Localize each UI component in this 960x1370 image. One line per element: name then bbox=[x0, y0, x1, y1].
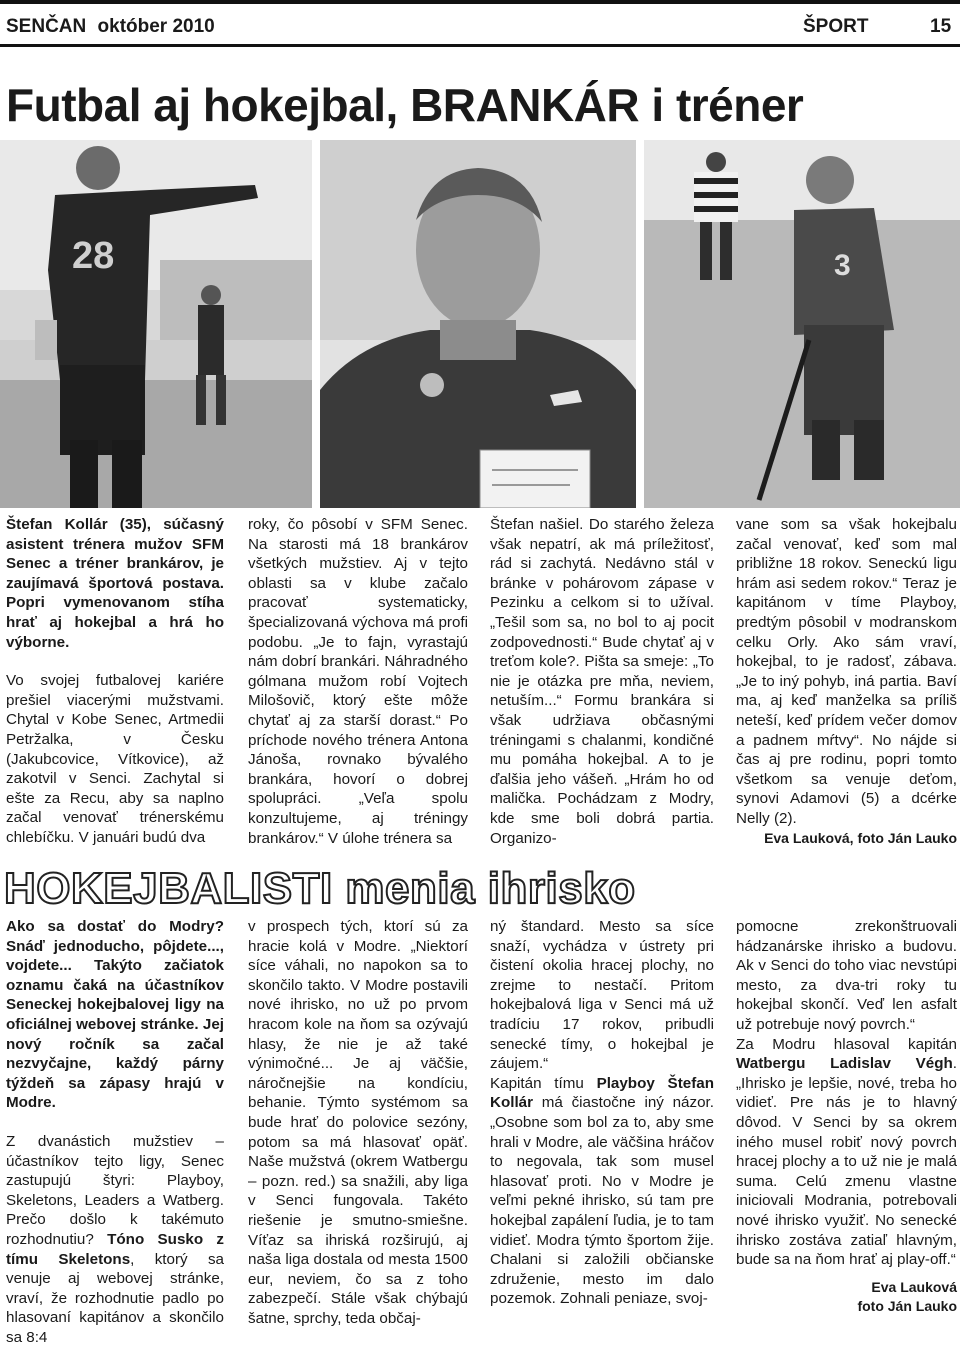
issue-date: október 2010 bbox=[97, 16, 215, 37]
photo-hockeyball-player bbox=[644, 140, 960, 508]
photo-goalkeeper bbox=[0, 140, 312, 508]
header-bottom-rule bbox=[0, 44, 960, 47]
article2-text: Kapitán tímu bbox=[490, 1074, 597, 1092]
article1-column-3 bbox=[490, 515, 714, 848]
article-headline: Futbal aj hokejbal, BRANKÁR i tréner bbox=[6, 79, 804, 131]
article1-paragraph: Štefan našiel. Do starého železa však nepatrí, ak má príležitosť, rád si zachytá. Nedávno stál v bránke v pohárovom zápase v Pezinku a celkom si to užíval. „Tešil som sa, no bol to aj pocit zodpovednosti.“ Bude chytať aj v treťom kole?. Pišta sa smeje: „To nie je otázka pre mňa, neviem, netuším...“ Formu brankára si však udržiava občasnými tréningami s chalanmi, kondičné mu pomáha hokejbal. A to je ďalšia jeho vášeň. „Hrám ho od malička. Pochádzam z Modry, kde sme boli dobrá partia. Organizo- bbox=[490, 516, 714, 847]
article2-bold-name: Playboy Štefan Kollár bbox=[490, 1074, 714, 1112]
article1-column-2 bbox=[248, 515, 468, 848]
article2-bold-name: Watbergu Ladislav Végh bbox=[736, 1055, 953, 1073]
article2-column-3 bbox=[490, 917, 714, 1309]
article1-paragraph: roky, čo pôsobí v SFM Senec. Na starosti má 18 brankárov všetkých mužstiev. Aj v tejto oblasti sa v klube začalo pracovať systematicky, špecializovaná výchova má profi podobu. „Je to fajn, vyrastajú nám dobrí brankári. Náhradného gólmana mužom robí Vojtech Milošovič, ktorý ešte môže chytať aj za starší dorast.“ Po príchode nového trénera Antona Jánoša, rovnako bývalého brankára, hovorí o dobrej spolupráci. „Veľa spolu konzultujeme, aj tréningy brankárov.“ V úlohe trénera sa bbox=[248, 516, 468, 847]
article1-paragraph: vane som sa však hokejbalu začal venovať, keď som mal približne 18 rokov. Seneckú ligu hrám asi sedem rokov.“ Teraz je kapitánom v tíme Playboy, predtým pôsobil v modranskom celku Orly. Ako sám vraví, hokejbal, to je radosť, zábava. „Je to iný pohyb, iná partia. Baví ma, aj keď manželka sa príliš neteší, keď prídem večer domov a padnem mŕtvy“. No nájde si čas aj pre rodinu, popri tomto všetkom sa venuje deťom, synovi Adamovi (5) a dcérke Nelly (2). bbox=[736, 516, 957, 827]
svg-text:28: 28 bbox=[72, 235, 115, 277]
article2-paragraph: v prospech tých, ktorí sú za hracie kolá v Modre. „Niektorí síce váhali, no napokon sa to skončilo takto. V Modre postavili nové ihrisko, no už po prvom hracom kole na ňom sa ozývajú hlasy, že nie je až také výnimočné... Je aj väčšie, náročnejšie na kondíciu, behanie. Týmto systémom sa bude hrať do polovice sezóny, potom sa má hlasovať opäť. Naše mužstvá (okrem Watbergu – pozn. red.) sa snažili, aby liga v Senci fungovala. Takéto riešenie je smutno-smiešne. Víťaz sa ihriská rozširujú, aj naša liga dostala od mesta 1500 eur, neviem, čo sa z toho zabezpečí. Stále však chýbajú šatne, sprchy, teda občaj- bbox=[248, 918, 468, 1327]
article1-paragraph: Vo svojej futbalovej kariére prešiel viacerými mužstvami. Chytal v Kobe Senec, Artmedii Petržalka, v Česku (Jakubcovice, Vítkovice), až zakotvil v Senci. Zachytal si ešte za Recu, aby sa naplno začal venovať trénerskému chlebíčku. V januári budú dva bbox=[6, 672, 224, 846]
svg-text:3: 3 bbox=[834, 249, 851, 282]
article2-column-2 bbox=[248, 917, 468, 1328]
page-header bbox=[0, 0, 960, 54]
section-name: ŠPORT bbox=[803, 16, 869, 37]
article2-byline-photo: foto Ján Lauko bbox=[857, 1298, 957, 1315]
article2-paragraph: pomocne zrekonštruovali hádzanárske ihrisko a budovu. Ak v Senci do toho viac nevstúpi mesto, za dva-tri roky tu hokejbal skončí. Veď len asfalt už potrebuje nový povrch.“ bbox=[736, 918, 957, 1033]
header-top-rule bbox=[0, 0, 960, 4]
article2-column-4 bbox=[736, 917, 957, 1317]
article2-headline: HOKEJBALISTI menia ihrisko bbox=[4, 864, 636, 913]
article2-text: Z dvanástich mužstiev – účastníkov tejto ligy, Senec zastupujú štyri: Playboy, Skeletons, Leaders a Watberg. Prečo došlo k takémuto rozhodnutiu? bbox=[6, 1132, 224, 1248]
article1-column-4 bbox=[736, 515, 957, 848]
article2-paragraph bbox=[490, 1074, 714, 1309]
article2-column-1 bbox=[6, 917, 224, 1347]
page-number: 15 bbox=[930, 16, 952, 37]
article2-bold-name: Tóno Susko z tímu Skeletons bbox=[6, 1230, 224, 1268]
photo-portrait bbox=[320, 140, 636, 508]
article2-paragraph bbox=[736, 1035, 957, 1270]
article2-text: Za Modru hlasoval kapitán bbox=[736, 1035, 957, 1053]
article1-byline: Eva Lauková, foto Ján Lauko bbox=[764, 829, 957, 846]
article2-paragraph bbox=[6, 1132, 224, 1348]
article2-text: má čiastočne iný názor. „Osobne som bol za to, aby sme hrali v Modre, ale väčšina hráčov to negovala, tak som musel hlasovať proti. No v Modre je veľmi pekné ihrisko, sú tam pre hokejbal zapálení ľudia, je to tam vidieť. Modra týmto športom žije. Chalani si založili občianske združenie, mesto im dalo pozemok. Zohnali peniaze, svoj- bbox=[490, 1094, 714, 1308]
article2-text: , ktorý sa venuje aj webovej stránke, vraví, že rozhodnutie padlo po hlasovaní kapitánov a skončilo sa 8:4 bbox=[6, 1250, 224, 1346]
article2-byline-author: Eva Lauková bbox=[871, 1278, 957, 1295]
article2-text: . „Ihrisko je lepšie, nové, treba ho vidieť. Pre nás je to hlavný dôvod. V Senci by sa okrem iného musel robiť nový povrch hracej plochy a to už nie je malá suma. Celú zmenu vlastne iniciovali Modrania, potrebovali nové ihrisko využiť. No senecké ihrisko zostáva zatiaľ hlavným, bude sa na ňom hrať aj play-off.“ bbox=[736, 1055, 957, 1269]
publication-name: SENČAN bbox=[6, 16, 87, 37]
article1-column-1 bbox=[6, 515, 224, 848]
article1-lead: Štefan Kollár (35), súčasný asistent trénera mužov SFM Senec a tréner brankárov, je zaujímavá športová postava. Popri vymenovanom stíha hrať aj hokejbal a hrá ho výborne. bbox=[6, 516, 224, 651]
article2-paragraph: ný štandard. Mesto sa síce snaží, vychádza v ústrety pri čistení okolia hracej plochy, no zrejme to nestačí. Pritom hokejbalová liga v Senci má už tradíciu 17 rokov, pribudli senecké tímy, o hokejbal je záujem.“ bbox=[490, 918, 714, 1073]
publication-masthead bbox=[6, 16, 215, 38]
article2-lead: Ako sa dostať do Modry? Snáď jednoducho, pôjdete..., vojdete... Takýto začiatok oznamu čaká na účastníkov Seneckej hokejbalovej ligy na oficiálnej webovej stránke. Jej nový ročník sa začal nezvyčajne, každý párny týždeň sa zápasy hrajú v Modre. bbox=[6, 918, 224, 1112]
